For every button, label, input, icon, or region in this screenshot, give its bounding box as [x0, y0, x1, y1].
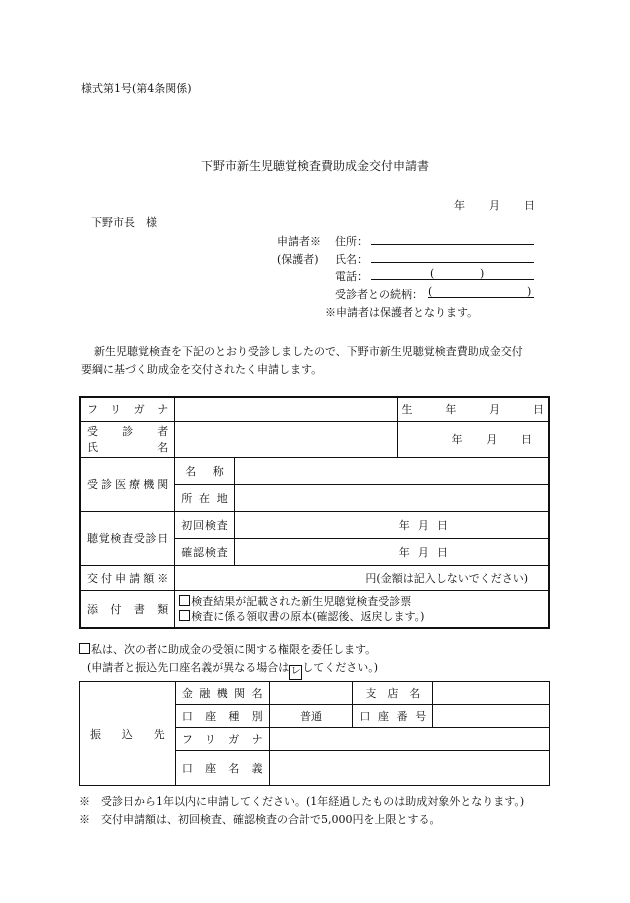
- age-cell[interactable]: [397, 421, 549, 457]
- clinic-address-label-cell: [175, 484, 235, 511]
- name-label: 氏名：: [335, 253, 368, 266]
- account-holder-input[interactable]: [269, 751, 549, 786]
- clinic-name-label: 名称: [185, 464, 224, 478]
- attachment-2-text: 検査に係る領収書の原本(確認後、返戻します。): [191, 609, 425, 623]
- amount-note: 円(金額は記入しないでください): [365, 571, 528, 585]
- confirm-exam-year: 年: [398, 545, 410, 559]
- patient-label-2: 氏名: [87, 441, 169, 454]
- address-field[interactable]: [371, 244, 534, 245]
- amount-row: [80, 565, 549, 590]
- confirm-exam-month: 月: [417, 545, 429, 559]
- bank-name-label: 金融機関名: [181, 687, 263, 700]
- checkbox-icon[interactable]: [179, 610, 190, 621]
- phone-paren-open: (: [430, 267, 435, 280]
- holder-furigana-label-cell: [175, 728, 269, 751]
- date-year: 年: [454, 199, 465, 212]
- branch-input[interactable]: [433, 682, 550, 705]
- bank-table: [79, 681, 550, 786]
- clinic-address-label: 所在地: [181, 491, 228, 505]
- first-exam-row: [80, 511, 549, 538]
- form-id: 様式第1号(第4条関係): [81, 82, 192, 95]
- footnote-1: ※ 受診日から1年以内に申請してください。(1年経過したものは助成対象外となります。): [79, 795, 525, 808]
- delegation-text: 私は、次の者に助成金の受領に関する権限を委任します。: [91, 643, 377, 656]
- guardian-label: (保護者): [277, 253, 319, 266]
- relation-field[interactable]: [428, 297, 534, 298]
- first-exam-year: 年: [398, 518, 410, 532]
- relation-label: 受診者との続柄：: [335, 288, 423, 301]
- patient-label-1: 受診者: [87, 425, 169, 438]
- attachments-label-cell: [80, 590, 175, 628]
- clinic-name-input[interactable]: [234, 457, 549, 484]
- delegation-line2-suffix: してください。): [302, 661, 379, 674]
- attachment-item-2[interactable]: [179, 609, 544, 624]
- account-holder-label-cell: [175, 751, 269, 786]
- first-exam-month: 月: [417, 518, 429, 532]
- exam-date-label-cell: [80, 511, 175, 565]
- attachments-list: [175, 590, 549, 628]
- confirm-exam-date-input[interactable]: [234, 538, 549, 565]
- footnote-2: ※ 交付申請額は、初回検査、確認検査の合計で5,000円を上限とする。: [79, 813, 441, 826]
- dest-label-cell: [80, 682, 176, 786]
- dest-label: 振込先: [90, 727, 165, 741]
- applicant-label: 申請者※: [277, 235, 321, 248]
- bank-name-input[interactable]: [269, 682, 353, 705]
- relation-paren-open: (: [428, 285, 433, 298]
- first-exam-day: 日: [437, 518, 448, 532]
- birth-month-label: 月: [489, 403, 501, 417]
- birth-prefix: 生: [401, 403, 413, 417]
- age-day-label: 日: [520, 433, 532, 446]
- account-type-value[interactable]: [269, 705, 353, 728]
- confirm-exam-label-cell: [175, 538, 235, 565]
- branch-label-cell: [353, 682, 433, 705]
- applicant-note: ※申請者は保護者となります。: [325, 306, 479, 319]
- body-text-line1: 新生児聴覚検査を下記のとおり受診しましたので、下野市新生児聴覚検査費助成金交付: [94, 345, 523, 358]
- clinic-name-label-cell: [175, 457, 235, 484]
- first-exam-date-input[interactable]: [234, 511, 549, 538]
- furigana-label-cell: [80, 397, 175, 421]
- branch-label: 支店名: [365, 687, 421, 700]
- attachments-label: 添付書類: [87, 602, 169, 616]
- delegation-line2: [87, 659, 378, 680]
- furigana-label: フリガナ: [87, 403, 169, 417]
- amount-label-cell: [80, 565, 175, 590]
- patient-label-cell: [80, 421, 175, 457]
- bank-name-row: [80, 682, 550, 705]
- check-mark-icon: レ: [289, 665, 302, 680]
- account-number-input[interactable]: [433, 705, 550, 728]
- application-table: [79, 396, 550, 629]
- name-field[interactable]: [371, 262, 534, 263]
- exam-date-label: 聴覚検査受診日: [87, 532, 169, 545]
- holder-furigana-label: フリガナ: [181, 733, 263, 746]
- amount-label: 交付申請額※: [87, 571, 169, 585]
- clinic-address-input[interactable]: [234, 484, 549, 511]
- first-exam-label-cell: [175, 511, 235, 538]
- attachments-row: [80, 590, 549, 628]
- age-month-label: 月: [486, 433, 498, 446]
- birth-day-label: 日: [532, 403, 544, 417]
- patient-name-input[interactable]: [175, 421, 397, 457]
- phone-label: 電話：: [335, 270, 368, 283]
- account-number-label: 口座番号: [359, 710, 427, 723]
- bank-name-label-cell: [175, 682, 269, 705]
- form-title: 下野市新生児聴覚検査費助成金交付申請書: [200, 159, 429, 173]
- clinic-name-row: [80, 457, 549, 484]
- account-type-text: 普通: [300, 710, 322, 723]
- attachment-item-1[interactable]: [179, 594, 544, 609]
- confirm-exam-label: 確認検査: [181, 545, 228, 559]
- date-month: 月: [489, 199, 500, 212]
- phone-field[interactable]: [371, 279, 534, 280]
- birth-year-label: 年: [445, 403, 457, 417]
- checkbox-icon[interactable]: [179, 595, 190, 606]
- clinic-label-cell: [80, 457, 175, 511]
- age-year-label: 年: [451, 433, 463, 446]
- holder-furigana-input[interactable]: [269, 728, 549, 751]
- addressee: 下野市長 様: [91, 216, 157, 229]
- delegation-line2-prefix: (申請者と振込先口座名義が異なる場合は: [87, 661, 290, 674]
- body-text-line2: 要綱に基づく助成金を交付されたく申請します。: [81, 363, 323, 376]
- clinic-label: 受診医療機関: [87, 478, 169, 491]
- account-type-label: 口座種別: [181, 710, 263, 723]
- attachment-1-text: 検査結果が記載された新生児聴覚検査受診票: [191, 594, 412, 608]
- furigana-row: [80, 397, 549, 421]
- address-label: 住所：: [335, 235, 368, 248]
- amount-input[interactable]: [175, 565, 549, 590]
- confirm-exam-day: 日: [437, 545, 448, 559]
- first-exam-label: 初回検査: [181, 518, 228, 532]
- relation-paren-close: ): [527, 285, 532, 298]
- account-type-label-cell: [175, 705, 269, 728]
- patient-name-row: [80, 421, 549, 457]
- birth-date-cell[interactable]: [397, 397, 549, 421]
- account-holder-label: 口座名義: [181, 762, 263, 775]
- date-day: 日: [524, 199, 535, 212]
- delegation-line1[interactable]: [79, 641, 376, 657]
- furigana-input[interactable]: [175, 397, 397, 421]
- phone-paren-close: ): [480, 267, 485, 280]
- account-number-label-cell: [353, 705, 433, 728]
- checkbox-icon[interactable]: [79, 643, 90, 654]
